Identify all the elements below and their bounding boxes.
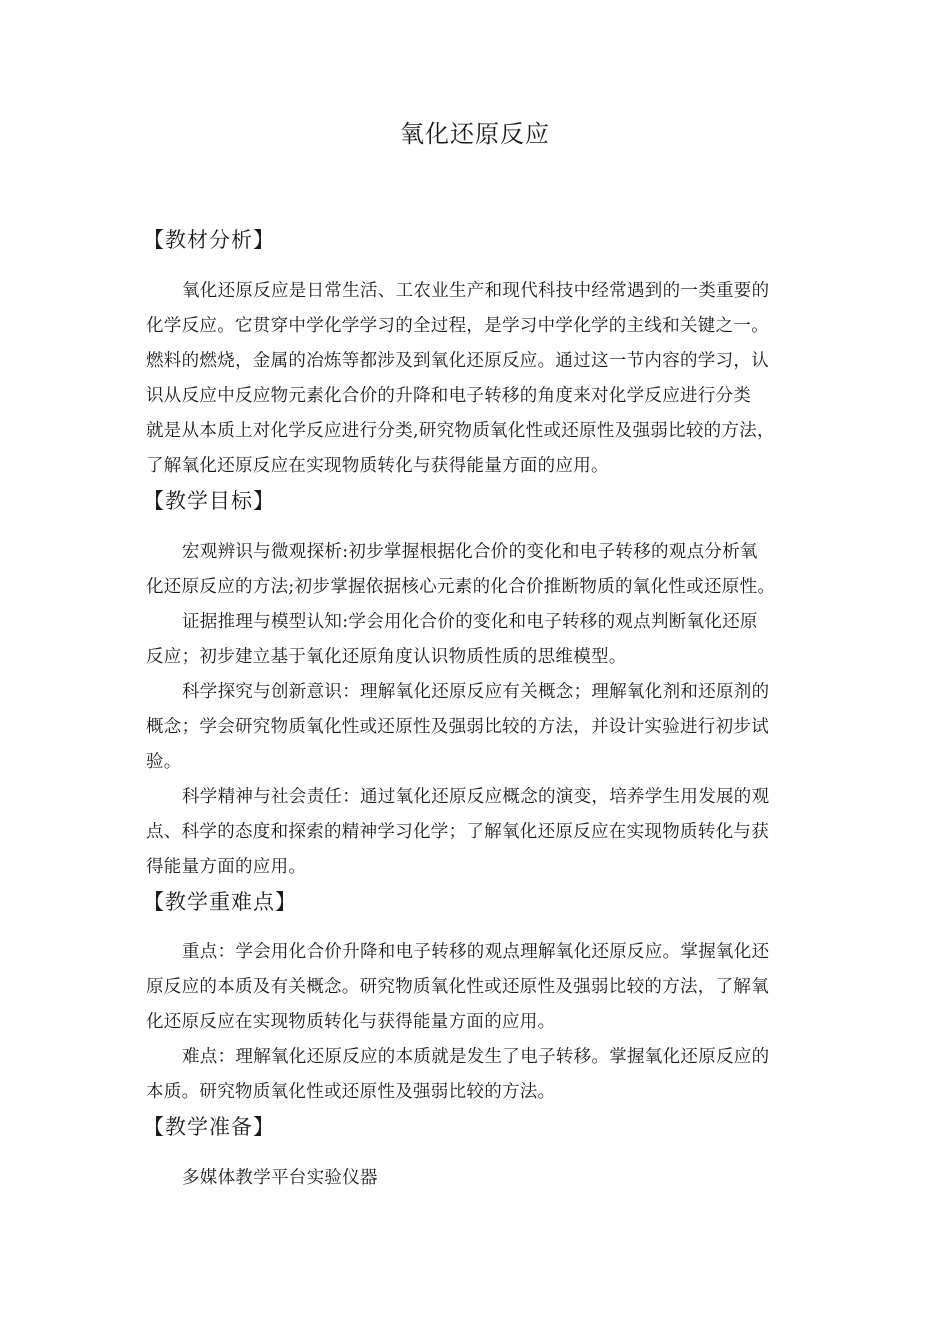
section-heading-goals: 【教学目标】 (143, 489, 275, 513)
key-points-line-1: 重点：学会用化合价升降和电子转移的观点理解氧化还原反应。掌握氧化还 (182, 942, 770, 962)
section-heading-preparation: 【教学准备】 (143, 1115, 275, 1139)
key-points-line-2: 原反应的本质及有关概念。研究物质氧化性或还原性及强弱比较的方法，了解氧 (146, 977, 769, 997)
goals-line-5: 科学探究与创新意识：理解氧化还原反应有关概念；理解氧化剂和还原剂的 (182, 682, 770, 702)
goals-line-8: 科学精神与社会责任：通过氧化还原反应概念的演变，培养学生用发展的观 (182, 787, 770, 807)
goals-line-9: 点、科学的态度和探索的精神学习化学；了解氧化还原反应在实现物质转化与获 (146, 822, 769, 842)
key-points-line-5: 本质。研究物质氧化性或还原性及强弱比较的方法。 (146, 1082, 556, 1102)
goals-line-2: 化还原反应的方法;初步掌握依据核心元素的化合价推断物质的氧化性或还原性。 (146, 577, 776, 597)
section-heading-analysis: 【教材分析】 (143, 228, 275, 252)
analysis-line-4: 识从反应中反应物元素化合价的升降和电子转移的角度来对化学反应进行分类 (146, 386, 752, 406)
document-title: 氧化还原反应 (400, 120, 550, 148)
analysis-line-5: 就是从本质上对化学反应进行分类,研究物质氧化性或还原性及强弱比较的方法， (146, 421, 775, 441)
goals-line-1: 宏观辨识与微观探析:初步掌握根据化合价的变化和电子转移的观点分析氧 (182, 542, 758, 562)
goals-line-7: 验。 (146, 752, 182, 772)
analysis-line-6: 了解氧化还原反应在实现物质转化与获得能量方面的应用。 (146, 456, 609, 476)
preparation-line-1: 多媒体教学平台实验仪器 (182, 1168, 378, 1188)
section-heading-key-points: 【教学重难点】 (143, 890, 297, 914)
analysis-line-1: 氧化还原反应是日常生活、工农业生产和现代科技中经常遇到的一类重要的 (182, 281, 770, 301)
analysis-line-2: 化学反应。它贯穿中学化学学习的全过程，是学习中学化学的主线和关键之一。 (146, 316, 769, 336)
analysis-line-3: 燃料的燃烧，金属的冶炼等都涉及到氧化还原反应。通过这一节内容的学习，认 (146, 351, 769, 371)
goals-line-4: 反应；初步建立基于氧化还原角度认识物质性质的思维模型。 (146, 647, 627, 667)
key-points-line-3: 化还原反应在实现物质转化与获得能量方面的应用。 (146, 1012, 556, 1032)
goals-line-3: 证据推理与模型认知:学会用化合价的变化和电子转移的观点判断氧化还原 (182, 612, 758, 632)
goals-line-10: 得能量方面的应用。 (146, 857, 307, 877)
goals-line-6: 概念；学会研究物质氧化性或还原性及强弱比较的方法，并设计实验进行初步试 (146, 717, 769, 737)
key-points-line-4: 难点：理解氧化还原反应的本质就是发生了电子转移。掌握氧化还原反应的 (182, 1047, 770, 1067)
